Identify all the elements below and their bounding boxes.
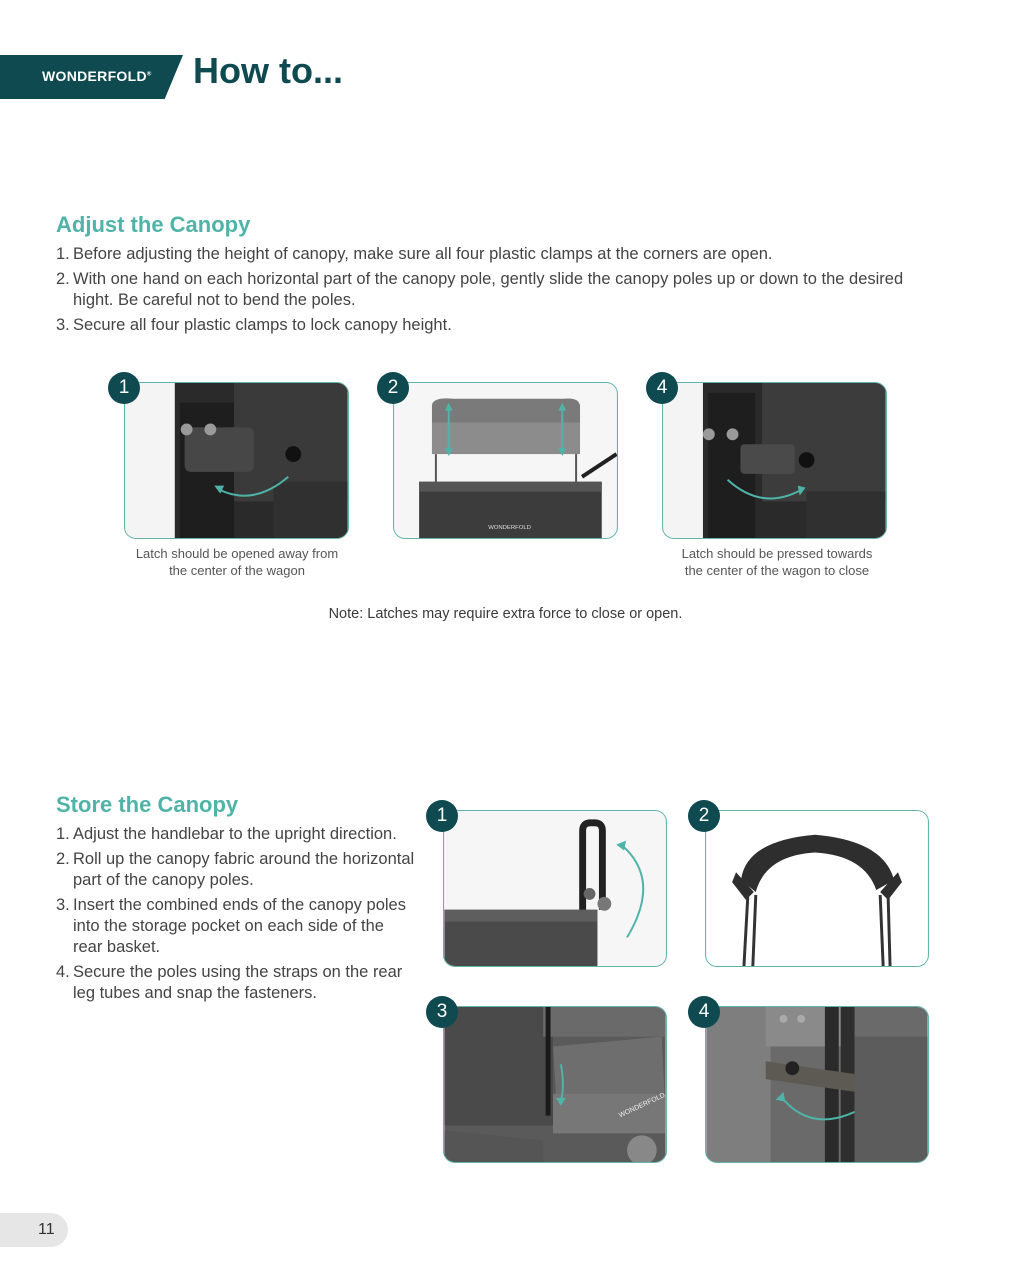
brand-logo: [42, 68, 152, 84]
latch-close-caption: Latch should be pressed towards the center of the wagon to close: [681, 546, 873, 578]
store-canopy-heading: Store the Canopy: [56, 792, 239, 817]
latch-note: Note: Latches may require extra force to close or open.: [328, 606, 683, 622]
list-item: 3. Insert the combined ends of the canopy poles into the storage pocket on each side of the rear basket.: [56, 896, 406, 956]
page-number: 11: [38, 1221, 55, 1238]
latch-close-photo: [662, 382, 887, 539]
adjust-canopy-heading: Adjust the Canopy: [56, 212, 251, 237]
list-item: 4. Secure the poles using the straps on the rear leg tubes and snap the fasteners.: [56, 963, 403, 1002]
storage-pocket-illustration: [444, 1007, 666, 1162]
handlebar-upright-illustration: [444, 811, 666, 966]
list-item: 2. With one hand on each horizontal part of the canopy pole, gently slide the canopy poles up or down to the desired hight. Be careful not to bend the poles.: [56, 270, 904, 309]
list-item: 3. Secure all four plastic clamps to lock canopy height.: [56, 316, 452, 334]
storage-pocket-photo: [443, 1006, 667, 1163]
list-item: 1. Adjust the handlebar to the upright direction.: [56, 825, 397, 843]
pocket-label: WONDERFOLD: [618, 1091, 666, 1120]
step-badge: 4: [688, 996, 720, 1028]
step-badge: 2: [688, 800, 720, 832]
step-badge: 1: [426, 800, 458, 832]
latch-open-photo: [124, 382, 349, 539]
page-number-tab: [0, 1213, 68, 1247]
canopy-slide-illustration: [394, 383, 617, 538]
step-badge: 3: [426, 996, 458, 1028]
step-badge: 2: [377, 372, 409, 404]
latch-open-illustration: [125, 383, 348, 538]
strap-fastener-photo: [705, 1006, 929, 1163]
page-title: How to...: [193, 50, 343, 91]
handlebar-upright-photo: [443, 810, 667, 967]
canopy-slide-photo: [393, 382, 618, 539]
store-canopy-steps: [56, 824, 416, 1008]
step-badge: 4: [646, 372, 678, 404]
brand-name: WONDERFOLD: [42, 68, 147, 84]
brand-mark: ®: [146, 71, 152, 78]
list-item: 2. Roll up the canopy fabric around the horizontal part of the canopy poles.: [56, 850, 415, 889]
strap-fastener-illustration: [706, 1007, 928, 1162]
step-badge: 1: [108, 372, 140, 404]
list-item: 1. Before adjusting the height of canopy, make sure all four plastic clamps at the corners are open.: [56, 245, 773, 263]
adjust-canopy-steps: [56, 244, 936, 340]
latch-close-illustration: [663, 383, 886, 538]
wagon-label: WONDERFOLD: [488, 525, 531, 532]
rolled-canopy-photo: [705, 810, 929, 967]
rolled-canopy-illustration: [706, 811, 928, 966]
latch-open-caption: Latch should be opened away from the center of the wagon: [135, 546, 339, 578]
